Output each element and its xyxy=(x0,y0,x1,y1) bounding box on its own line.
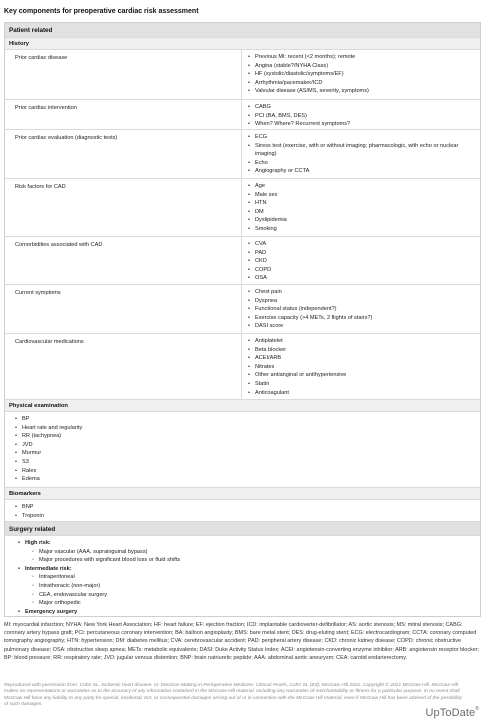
bullet-list xyxy=(248,337,476,397)
uptodate-logo xyxy=(425,707,479,719)
list-item: ◦ Major vascular (AAA, suprainguinal bypass) xyxy=(32,548,476,557)
list-item: • Murmur xyxy=(15,449,476,458)
list-item: • CVA xyxy=(248,240,476,249)
list-item: • CABG xyxy=(248,103,476,112)
list-item: • Angina (stable?/NYHA Class) xyxy=(248,62,476,71)
surgery-group-high-risk xyxy=(18,539,476,565)
list-item: ◦ Intrathoracic (non-major) xyxy=(32,582,476,591)
list-item: • DM xyxy=(248,208,476,217)
list-item: • Exercise capacity (>4 METs, 2 flights of stairs?) xyxy=(248,314,476,323)
list-item: • OSA xyxy=(248,274,476,283)
list-item: • Age xyxy=(248,182,476,191)
list-item: • Dyspnea xyxy=(248,297,476,306)
history-row-current-symptoms xyxy=(5,284,480,333)
list-item: • Nitrates xyxy=(248,363,476,372)
registered-mark: ® xyxy=(475,706,479,712)
section-header-patient-related: Patient related xyxy=(5,23,480,37)
history-row-cardiovascular-medications xyxy=(5,333,480,399)
list-item: • PAD xyxy=(248,249,476,258)
abbreviations-footnote: MI: myocardial infarction; NYHA: New York Heart Association; HF: heart failure; EF: ejection fraction; ICD: implantable cardioverter-defibrillator; AS: aortic stenosis; MS: mitral stenosis; CABG: coronary artery bypass graft; PCI: percutaneous coronary intervention; BA: balloon angioplasty; BMS: bare metal stent; DES: drug-eluting stent; ECG: electrocardiogram; CCTA: coronary computed tomography angiography; HTN: hypertension; DM: diabetes mellitus; CVA: cerebrovascular accident; PAD: peripheral artery disease; CKD: chronic kidney disease; COPD: chronic obstructive pulmonary disease; OSA: obstructive sleep apnea; METs: metabolic equivalents; DASI: Duke Activity Status Index; ACEI: angiotensin-converting enzyme inhibitor; ARB: angiotensin receptor blocker; BP: blood pressure; RR: respiratory rate; JVD: jugular venous distention; BNP: brain natriuretic peptide; AAA: abdominal aortic aneurysm; CEA: carotid endarterectomy. xyxy=(4,622,480,661)
list-item: • Rales xyxy=(15,467,476,476)
list-item: • DASI score xyxy=(248,322,476,331)
list-item: • Functional status (independent?) xyxy=(248,305,476,314)
history-row-prior-cardiac-intervention xyxy=(5,99,480,129)
list-item: • HF (systolic/diastolic/symptoms/EF) xyxy=(248,70,476,79)
list-item: ◦ Major orthopedic xyxy=(32,599,476,608)
bullet-list xyxy=(248,133,476,176)
list-item: • ACEI/ARB xyxy=(248,354,476,363)
list-item: • S3 xyxy=(15,458,476,467)
bullet-list xyxy=(248,182,476,234)
list-item: • BP xyxy=(15,415,476,424)
subsection-header-history: History xyxy=(5,37,480,49)
bullet-list xyxy=(248,103,476,129)
surgery-cell xyxy=(5,535,480,616)
list-item: • Stress test (exercise, with or without imaging; pharmacologic, with echo or nuclear imaging) xyxy=(248,142,476,159)
list-item: • Angiography or CCTA xyxy=(248,167,476,176)
list-item: ◦ CEA, endovascular surgery xyxy=(32,591,476,600)
list-item: • Other antianginal or antihypertensive xyxy=(248,371,476,380)
list-item: • Smoking xyxy=(248,225,476,234)
list-item: • BNP xyxy=(15,503,476,512)
list-item: • Valvular disease (AS/MS, severity, symptoms) xyxy=(248,87,476,96)
list-item: • When? Where? Recurrent symptoms? xyxy=(248,120,476,129)
surgery-risk-list xyxy=(5,539,476,616)
group-label: High risk: xyxy=(25,540,51,546)
row-label: Cardiovascular medications xyxy=(5,334,242,399)
list-item: • PCI (BA, BMS, DES) xyxy=(248,112,476,121)
page-title: Key components for preoperative cardiac risk assessment xyxy=(4,8,199,15)
list-item: • Troponin xyxy=(15,512,476,521)
list-item: ◦ Major procedures with significant blood loss or fluid shifts xyxy=(32,556,476,565)
list-item: • Edema xyxy=(15,475,476,484)
bullet-list xyxy=(15,415,476,484)
biomarkers-cell xyxy=(5,499,480,521)
sub-list xyxy=(25,548,476,565)
group-label: Emergency surgery xyxy=(25,608,78,615)
row-label: Comorbidities associated with CAD xyxy=(5,237,242,284)
list-item: • Dyslipidemia xyxy=(248,216,476,225)
subsection-header-physical-examination: Physical examination xyxy=(5,399,480,411)
copyright-credit: Reproduced with permission from: Cohn SL. Ischemic heart disease. In: Decision Making in Perioperative Medicine: Clinical Pearls, Cohn SL (Ed), McGraw Hill 2021. Copyright © 2021 McGraw Hill. McGraw Hill makes no representations or warranties as to the accuracy of any information contained in the McGraw Hill material, including any warranties of merchantability or fitness for a particular purpose. In no event shall McGraw Hill have any liability to any party for special, incidental, tort, or consequential damages arising out of or in connection with the McGraw Hill material, even if McGraw Hill has been advised of the possibility of such damages. xyxy=(4,683,463,708)
sub-list xyxy=(25,573,476,607)
row-label: Prior cardiac evaluation (diagnostic tests) xyxy=(5,130,242,178)
history-row-prior-cardiac-evaluation xyxy=(5,129,480,178)
row-label: Prior cardiac intervention xyxy=(5,100,242,129)
list-item: • Statin xyxy=(248,380,476,389)
history-row-prior-cardiac-disease xyxy=(5,49,480,99)
list-item: • COPD xyxy=(248,266,476,275)
logo-text: UpToDate xyxy=(425,707,476,719)
list-item: • Previous MI: recent (<2 months); remote xyxy=(248,53,476,62)
list-item: • ECG xyxy=(248,133,476,142)
bullet-list xyxy=(15,503,476,520)
section-header-surgery-related: Surgery related xyxy=(5,521,480,535)
list-item: • JVD xyxy=(15,441,476,450)
surgery-group-intermediate-risk xyxy=(18,565,476,608)
list-item: • Chest pain xyxy=(248,288,476,297)
list-item: • RR (tachypnea) xyxy=(15,432,476,441)
list-item: • HTN xyxy=(248,199,476,208)
row-label: Risk factors for CAD xyxy=(5,179,242,236)
history-row-risk-factors xyxy=(5,178,480,236)
list-item: • Arrhythmia/pacemaker/ICD xyxy=(248,79,476,88)
list-item: • Anticoagulant xyxy=(248,389,476,398)
list-item: • Heart rate and regularity xyxy=(15,424,476,433)
list-item: • Male sex xyxy=(248,191,476,200)
list-item: • Echo xyxy=(248,159,476,168)
row-label: Current symptoms xyxy=(5,285,242,333)
bullet-list xyxy=(248,53,476,96)
subsection-header-biomarkers: Biomarkers xyxy=(5,487,480,499)
physical-exam-cell xyxy=(5,411,480,487)
list-item: • Antiplatelet xyxy=(248,337,476,346)
list-item: • CKD xyxy=(248,257,476,266)
risk-assessment-table xyxy=(4,22,481,617)
row-label: Prior cardiac disease xyxy=(5,50,242,99)
surgery-group-emergency xyxy=(18,608,476,616)
bullet-list xyxy=(248,288,476,331)
history-row-comorbidities xyxy=(5,236,480,284)
bullet-list xyxy=(248,240,476,283)
list-item: ◦ Intraperitoneal xyxy=(32,573,476,582)
group-label: Intermediate risk: xyxy=(25,565,72,572)
list-item: • Beta blocker xyxy=(248,346,476,355)
